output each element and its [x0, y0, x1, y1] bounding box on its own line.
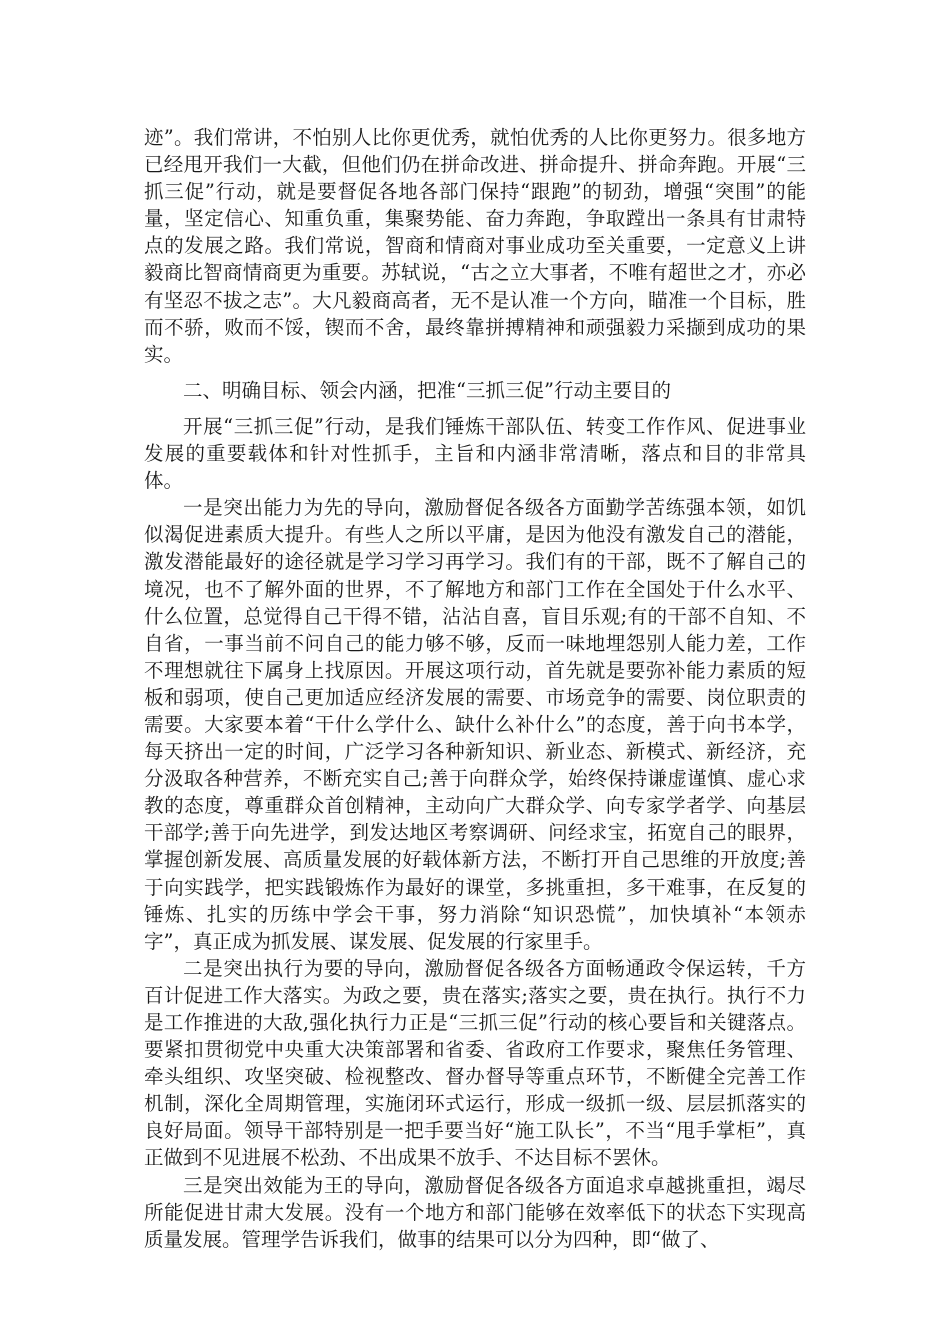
document-body — [144, 124, 806, 1253]
paragraph-point-three: 三是突出效能为王的导向，激励督促各级各方面追求卓越挑重担，竭尽所能促进甘肃大发展。没有一个地方和部门能够在效率低下的状态下实现高质量发展。管理学告诉我们，做事的结果可以分为四种，即“做了、 — [144, 1173, 806, 1251]
paragraph-point-two: 二是突出执行为要的导向，激励督促各级各方面畅通政令保运转，千方百计促进工作大落实。为政之要，贵在落实;落实之要，贵在执行。执行不力是工作推进的大敌,强化执行力正是“三抓三促”行动的核心要旨和关键落点。要紧扣贯彻党中央重大决策部署和省委、省政府工作要求，聚焦任务管理、牵头组织、攻坚突破、检视整改、督办督导等重点环节，不断健全完善工作机制，深化全周期管理，实施闭环式运行，形成一级抓一级、层层抓落实的良好局面。领导干部特别是一把手要当好“施工队长”，不当“甩手掌柜”，真正做到不见进展不松劲、不出成果不放手、不达目标不罢休。 — [144, 956, 806, 1170]
paragraph-intro: 开展“三抓三促”行动，是我们锤炼干部队伍、转变工作作风、促进事业发展的重要载体和针对性抓手，主旨和内涵非常清晰，落点和目的非常具体。 — [144, 414, 806, 493]
paragraph-point-one: 一是突出能力为先的导向，激励督促各级各方面勤学苦练强本领，如饥似渴促进素质大提升。有些人之所以平庸，是因为他没有激发自己的潜能，激发潜能最好的途径就是学习学习再学习。我们有的干部，既不了解自己的境况，也不了解外面的世界，不了解地方和部门工作在全国处于什么水平、什么位置，总觉得自己干得不错，沾沾自喜，盲目乐观;有的干部不自知、不自省，一事当前不问自己的能力够不够，反而一味地埋怨别人能力差，工作不理想就往下属身上找原因。开展这项行动，首先就是要弥补能力素质的短板和弱项，使自己更加适应经济发展的需要、市场竞争的需要、岗位职责的需要。大家要本着“干什么学什么、缺什么补什么”的态度，善于向书本学，每天挤出一定的时间，广泛学习各种新知识、新业态、新模式、新经济，充分汲取各种营养，不断充实自己;善于向群众学，始终保持谦虚谨慎、虚心求教的态度，尊重群众首创精神，主动向广大群众学、向专家学者学、向基层干部学;善于向先进学，到发达地区考察调研、问经求宝，拓宽自己的眼界，掌握创新发展、高质量发展的好载体新方法，不断打开自己思维的开放度;善于向实践学，把实践锻炼作为最好的课堂，多挑重担，多干难事，在反复的锤炼、扎实的历练中学会干事，努力消除“知识恐慌”，加快填补“本领赤字”，真正成为抓发展、谋发展、促发展的行家里手。 — [144, 496, 806, 953]
section-heading: 二、明确目标、领会内涵，把准“三抓三促”行动主要目的 — [183, 378, 671, 402]
paragraph-continuation: 迹”。我们常讲，不怕别人比你更优秀，就怕优秀的人比你更努力。很多地方已经甩开我们一大截，但他们仍在拼命改进、拼命提升、拼命奔跑。开展“三抓三促”行动，就是要督促各地各部门保持“跟跑”的韧劲，增强“突围”的能量，坚定信心、知重负重，集聚势能、奋力奔跑，争取蹚出一条具有甘肃特点的发展之路。我们常说，智商和情商对事业成功至关重要，一定意义上讲毅商比智商情商更为重要。苏轼说，“古之立大事者，不唯有超世之才，亦必有坚忍不拔之志”。大凡毅商高者，无不是认准一个方向，瞄准一个目标，胜而不骄，败而不馁，锲而不舍，最终靠拼搏精神和顽强毅力采撷到成功的果实。 — [144, 126, 806, 366]
